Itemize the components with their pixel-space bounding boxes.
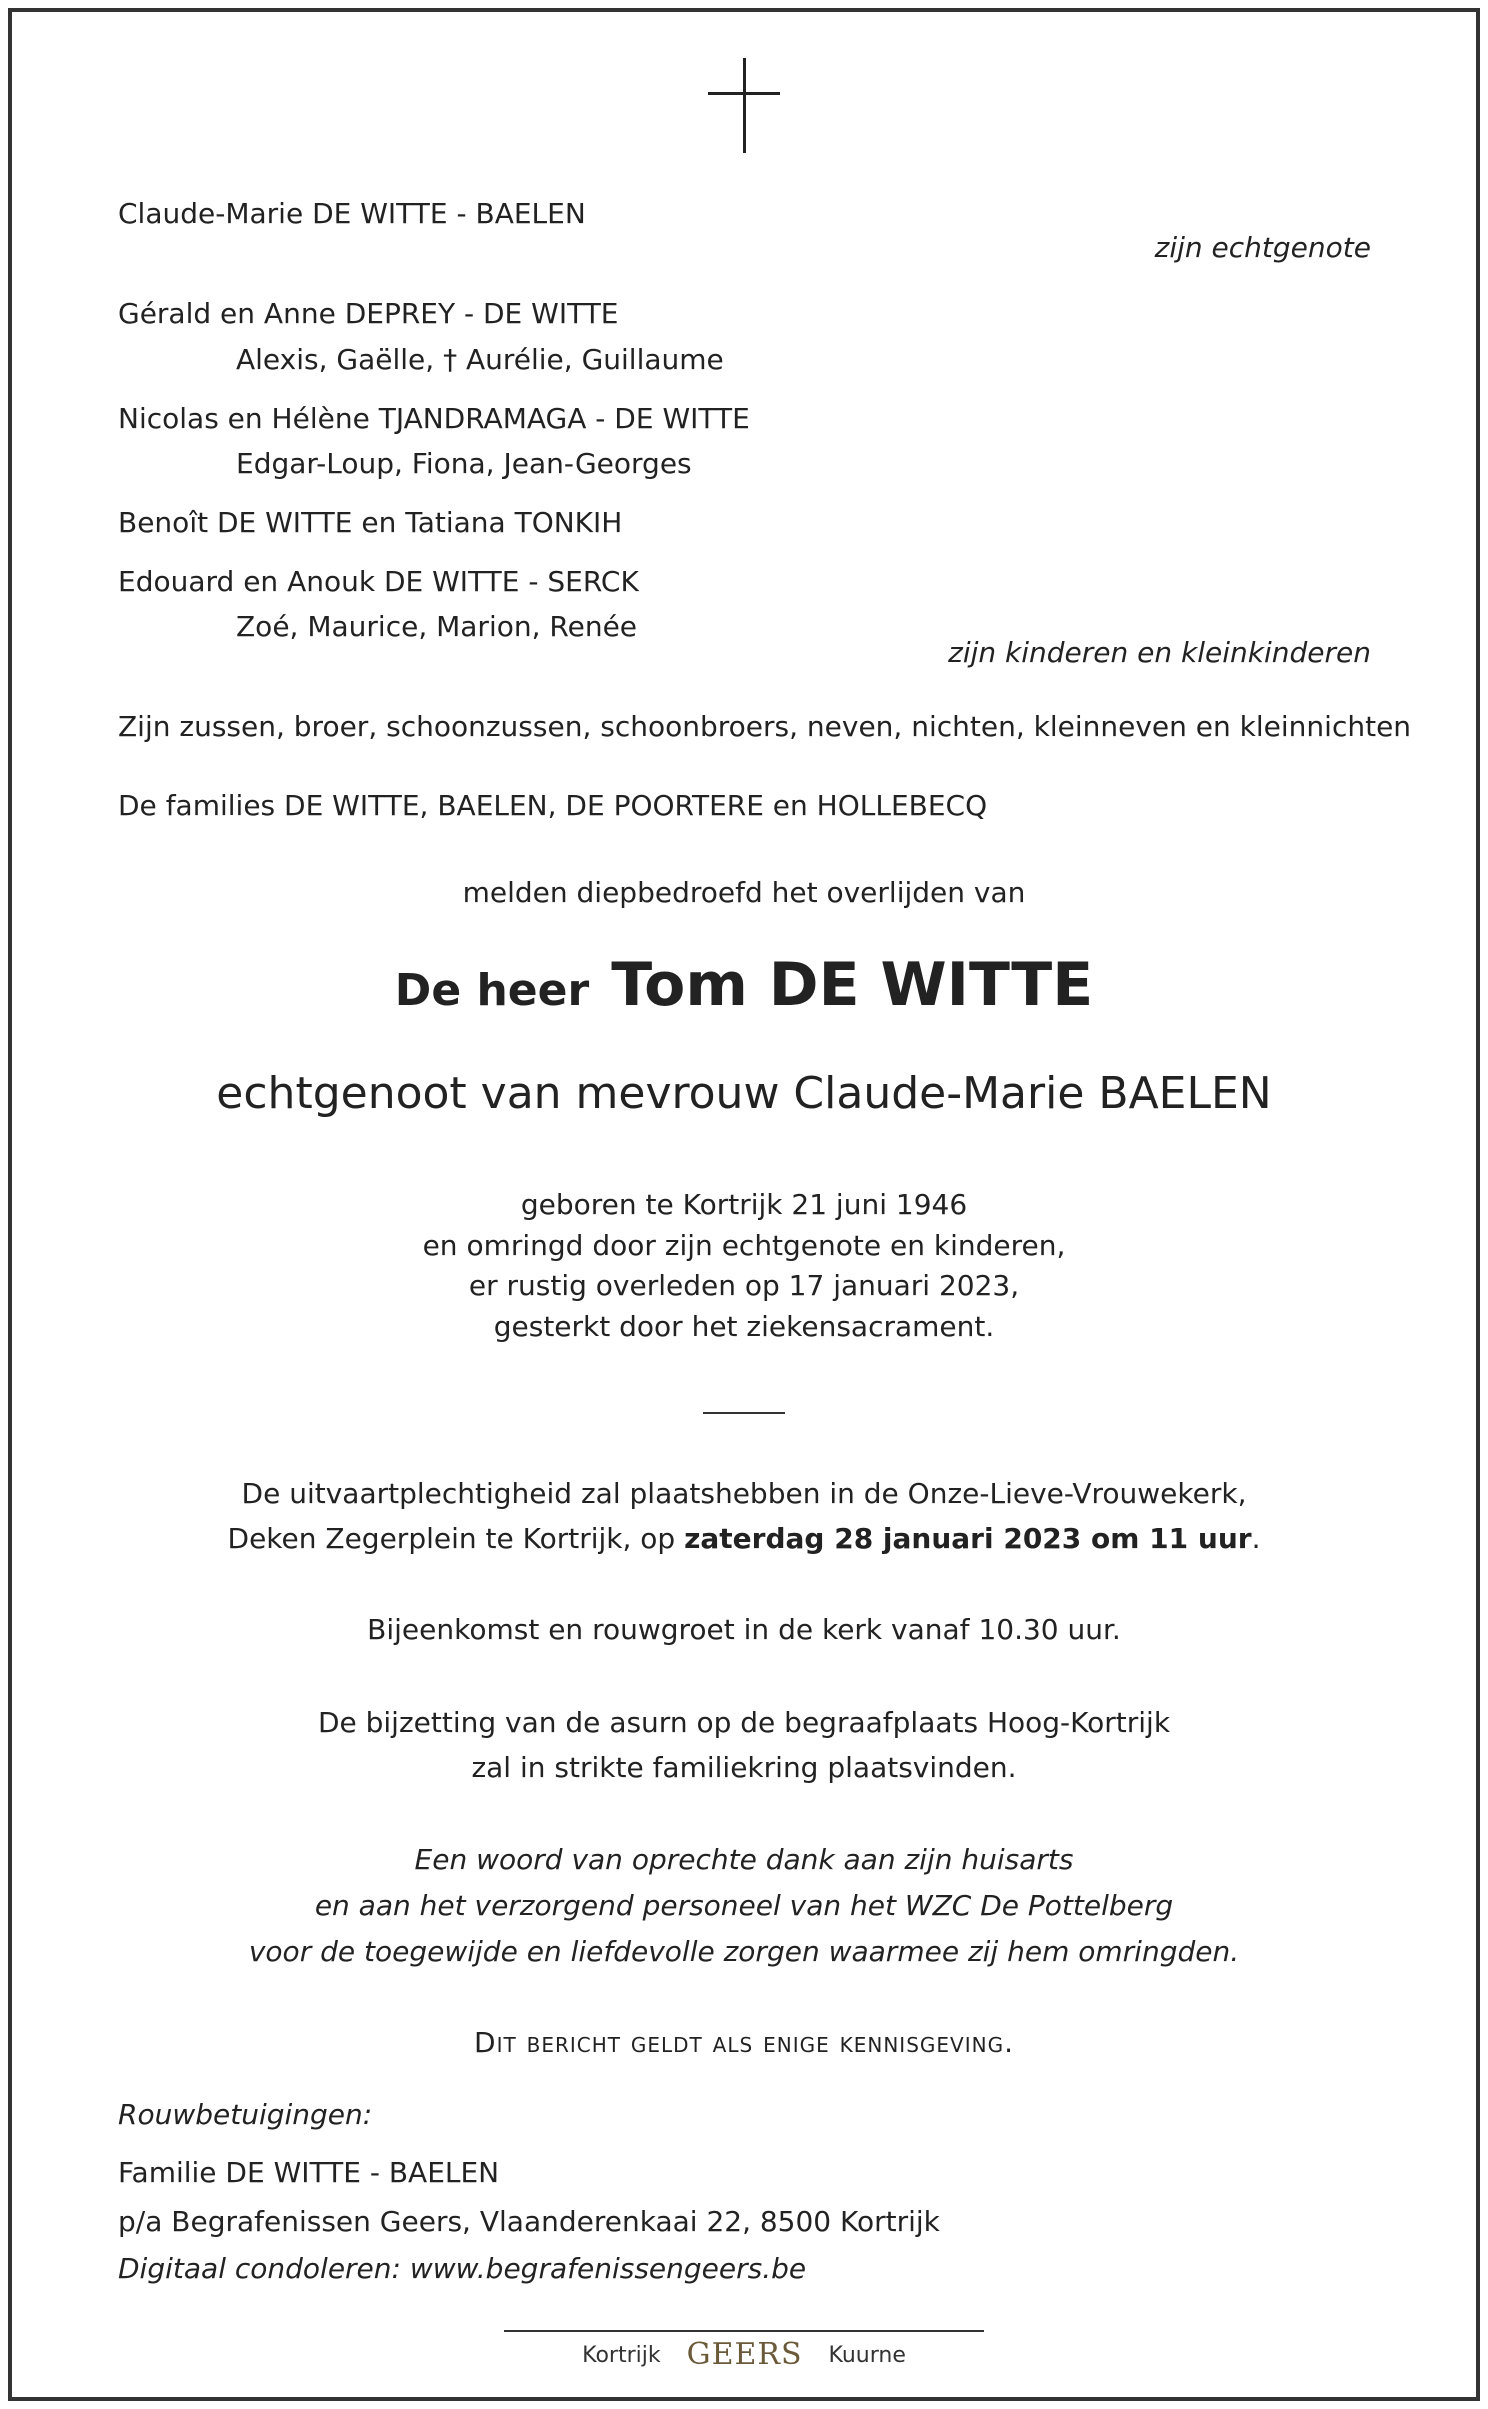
burial-line: De bijzetting van de asurn op de begraafplaats Hoog-Kortrijk [317, 1706, 1171, 1739]
families-line: De families DE WITTE, BAELEN, DE POORTERE en HOLLEBECQ [118, 789, 988, 822]
family-parents: Edouard en Anouk DE WITTE - SERCK [118, 565, 639, 598]
family-parents: Benoît DE WITTE en Tatiana TONKIH [118, 506, 623, 539]
announcement: melden diepbedroefd het overlijden van [462, 876, 1026, 909]
condolences-digital: Digitaal condoleren: www.begrafenissengeers.be [118, 2252, 807, 2285]
family-children: Edgar-Loup, Fiona, Jean-Georges [236, 447, 692, 480]
funeral-place: Deken Zegerplein te Kortrijk, op [227, 1522, 685, 1555]
deceased-spouse-of: echtgenoot van mevrouw Claude-Marie BAELEN [216, 1068, 1272, 1119]
family-parents: Gérald en Anne DEPREY - DE WITTE [118, 297, 619, 330]
burial-line: zal in strikte familiekring plaatsvinden. [471, 1751, 1017, 1784]
spouse-name: Claude-Marie DE WITTE - BAELEN [118, 197, 586, 230]
notice-line: Dit bericht geldt als enige kennisgeving. [474, 2026, 1014, 2059]
detail-line: gesterkt door het ziekensacrament. [493, 1310, 995, 1343]
thanks-line: voor de toegewijde en liefdevolle zorgen waarmee zij hem omringden. [248, 1935, 1240, 1968]
family-parents: Nicolas en Hélène TJANDRAMAGA - DE WITTE [118, 402, 750, 435]
children-role: zijn kinderen en kleinkinderen [948, 636, 1371, 669]
family-children: Alexis, Gaëlle, † Aurélie, Guillaume [236, 343, 724, 376]
divider [703, 1412, 785, 1414]
thanks-line: Een woord van oprechte dank aan zijn huisarts [414, 1843, 1074, 1876]
detail-line: geboren te Kortrijk 21 juni 1946 [520, 1188, 968, 1221]
funeral-date: zaterdag 28 januari 2023 om 11 uur [684, 1522, 1252, 1555]
spouse-role: zijn echtgenote [1154, 231, 1371, 264]
relatives-line: Zijn zussen, broer, schoonzussen, schoonbroers, neven, nichten, kleinneven en kleinnichten [118, 710, 1412, 743]
footer [0, 2337, 1488, 2372]
footer-left: Kortrijk [582, 2343, 661, 2368]
footer-right: Kuurne [828, 2343, 906, 2368]
cross-icon-bar [708, 92, 780, 95]
cross-icon [743, 58, 746, 153]
detail-line: en omringd door zijn echtgenote en kinderen, [422, 1229, 1066, 1262]
condolences-heading: Rouwbetuigingen: [118, 2098, 373, 2131]
gathering-line: Bijeenkomst en rouwgroet in de kerk vanaf 10.30 uur. [367, 1613, 1121, 1646]
deceased-name: Tom DE WITTE [611, 950, 1094, 1020]
condolences-address: p/a Begrafenissen Geers, Vlaanderenkaai 22, 8500 Kortrijk [118, 2205, 940, 2238]
family-children: Zoé, Maurice, Marion, Renée [236, 610, 638, 643]
condolences-name: Familie DE WITTE - BAELEN [118, 2156, 500, 2189]
thanks-line: en aan het verzorgend personeel van het WZC De Pottelberg [314, 1889, 1174, 1922]
funeral-line: De uitvaartplechtigheid zal plaatshebben in de Onze-Lieve-Vrouwekerk, [241, 1477, 1247, 1510]
footer-rule [504, 2330, 984, 2332]
funeral-line [0, 1522, 1488, 1556]
deceased-prefix: De heer [394, 965, 590, 1016]
brand-logo: GEERS [686, 2337, 803, 2372]
deceased-title [0, 950, 1488, 1020]
detail-line: er rustig overleden op 17 januari 2023, [468, 1269, 1020, 1302]
funeral-end: . [1251, 1522, 1261, 1555]
